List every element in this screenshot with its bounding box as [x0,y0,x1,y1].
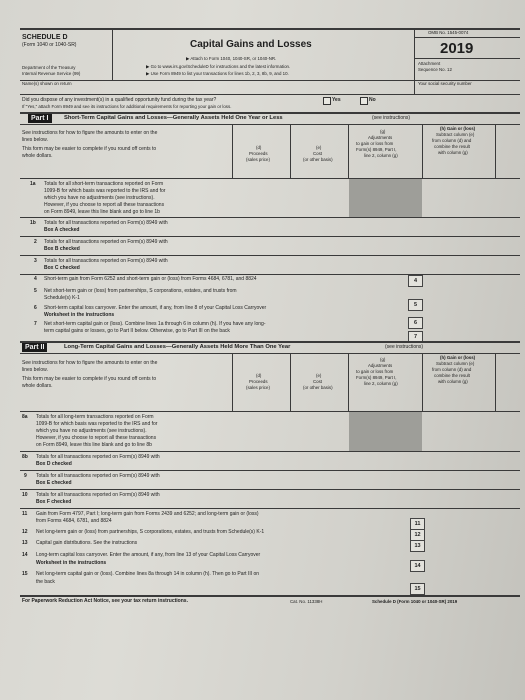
qof-no-label: No [369,97,376,103]
part1-title-note: (see instructions) [372,115,411,121]
line-8b-text: Totals for all transactions reported on Form(s) 8949 with [36,454,160,460]
form-title: Capital Gains and Losses [190,39,312,50]
line-1a-text: Totals for all short-term transactions reported on Form [44,181,164,187]
line-14-text: Long-term capital loss carryover. Enter the amount, if any, from line 13 of your Capital Loss Carryover [36,552,261,558]
line-13-amount-field[interactable] [425,540,497,550]
sequence-number: Sequence No. 12 [418,67,452,72]
line-8a-gain-field[interactable] [423,412,495,451]
schedule-name: SCHEDULE D [22,34,68,41]
line-1a-cost-field[interactable] [291,179,348,217]
line-14-amount-field[interactable] [425,560,497,570]
col-d-header-part2: (d) [256,373,262,378]
line-4-text: Short-term gain from Form 6252 and short-term gain or (loss) from Forms 4684, 6781, and 8824 [44,276,257,282]
qof-yes-label: Yes [332,97,341,103]
form-footer: Schedule D (Form 1040 or 1040-SR) 2019 [372,599,458,604]
line-8a-text: Totals for all long-term transactions reported on Form [36,414,154,420]
line-3-proceeds-field[interactable] [233,256,290,274]
part2-label: Part II [22,343,47,352]
line-15-text: Net long-term capital gain or (loss). Combine lines 8a through 14 in column (h). Then go to Part III on [36,571,260,577]
col-e-header-part2: (e) [316,373,322,378]
line-10-text: Totals for all transactions reported on Form(s) 8949 with [36,492,160,498]
line-15-amount-field[interactable] [425,583,497,593]
line-9-proceeds-field[interactable] [233,471,290,489]
col-g-header-part2: (g) [380,357,386,362]
line-2-text: Totals for all transactions reported on Form(s) 8949 with [44,239,168,245]
line-3-text: Totals for all transactions reported on Form(s) 8949 with [44,258,168,264]
attach-instruction: ▶ Attach to Form 1040, 1040-SR, or 1040-NR. [186,56,277,61]
line-6-text: Short-term capital loss carryover. Enter the amount, if any, from line 8 of your Capital Loss Carryover [44,305,267,311]
attachment-label: Attachment [418,61,441,66]
line-1a-proceeds-field[interactable] [233,179,290,217]
line-12-text: Net long-term gain or (loss) from partnerships, S corporations, estates, and trusts from Schedule(s) K-1 [36,529,265,535]
line-10-proceeds-field[interactable] [233,490,290,508]
qof-no-checkbox[interactable] [360,97,368,105]
paperwork-notice: For Paperwork Reduction Act Notice, see your tax return instructions. [22,598,188,604]
line-1b-text: Totals for all transactions reported on Form(s) 8949 with [44,220,168,226]
form-sheet: SCHEDULE D (Form 1040 or 1040-SR) Department of the Treasury Internal Revenue Service (99) Capital Gains and Losses ▶ Attach to Form 1040, 1040-SR, or 1040-NR. ▶ Go to www.irs.gov/ScheduleD for instructions and the latest information. ▶ Use Form 8949 to list your transactions for lines 1b, 2, 3, 8b, 9, and 10. OMB No. 1545-0074 2019 Attachment Sequence No. 12 Name(s) shown on return Your social security number Did you dispose of any investment(s) in a qualified opportunity fund during the tax year? Yes No If "Yes," attach Form 8949 and see its instructions for additional requirements for reporting your gain or loss. Part I Short-Term Capital Gains and Losses—Generally Assets Held One Year or Less (see instructions) See instructions for how to figure the amounts to enter on the lines below. This form may be easier to complete if you round off cents to whole dollars. (d) Proceeds (sales price) (e) Cost (or other basis) (g) Adjustments to gain or loss from Form(s) 8949, Part I, line 2, column (g) (h) Gain or (loss) Subtract column (e) from column (d) and combine the result with column (g) 1a Totals for all short-term transactions reported on Form 1099-B for which basis was reported to the IRS and for which you have no adjustments (see instructions). However, if you choose to report all these transactions on Form 8949, leave this line blank and go to line 1b 1b Totals for all transactions reported on Form(s) 8949 with Box A checked 2 Totals for all transactions reported on Form(s) 8949 with Box B checked 3 Totals for all transactions reported on Form(s) 8949 with Box C checked 4 Short-term gain from Form 6252 and short-term gain or (loss) from Forms 4684, 6781, and 8824 4 5 Net short-term gain or (loss) from partnerships, S corporations, estates, and trusts from Schedule(s) K-1 5 6 Short-term capital loss carryover. Enter the amount, if any, from line 8 of your Capital Loss Carryover Worksheet in the instructions 6 7 Net short-term capital gain or (loss). Combine lines 1a through 6 in column (h). If you have any long- term capital gains or losses, go to Part II below. Otherwise, go to Part III on the back 7 Part II Long-Term Capital Gains and Losses—Generally Assets Held More Than One Year (see instructions) See instructions for how to figure the amounts to enter on the lines below. This form may be easier to complete if you round off cents to whole dollars. (d) Proceeds (sales price) (e) Cost (or other basis) (g) Adjustments to gain or loss from Form(s) 8949, Part I, line 2, column (g) (h) Gain or (loss) Subtract column (e) from column (d) and combine the result with column (g) 8a Totals for all long-term transactions reported on Form 1099-B for which basis was reported to the IRS and for which you have no adjustments (see instructions). However, if you choose to report all these transactions on Form 8949, leave this line blank and go to line 8b 8b Totals for all transactions reported on Form(s) 8949 with Box D checked 9 Totals for all transactions reported on Form(s) 8949 with Box E checked 10 Totals for all transactions reported on Form(s) 8949 with Box F checked 11 Gain from Form 4797, Part I; long-term gain from Forms 2439 and 6252; and long-term gain or (loss) from Forms 4684, 6781, and 8824 11 12 Net long-term gain or (loss) from partnerships, S corporations, estates, and trusts from Schedule(s) K-1 12 13 Capital gain distributions. See the instructions 13 14 Long-term capital loss carryover. Enter the amount, if any, from line 13 of your Capital Loss Carryover Worksheet in the instructions 14 15 Net long-term capital gain or (loss). Combine lines 8a through 14 in column (h). Then go to Part III on the back 15 For Paperwork Reduction Act Notice, see your tax return instructions. Cat. No. 11338H Schedule D (Form 1040 or 1040-SR) 2019 [0,0,525,700]
line-11-amount-field[interactable] [425,518,497,528]
line-2-proceeds-field[interactable] [233,237,290,255]
line-8a-proceeds-field[interactable] [233,412,290,451]
qof-note: If "Yes," attach Form 8949 and see its instructions for additional requirements for reporting your gain or loss. [22,104,232,109]
irs-line: Internal Revenue Service (99) [22,71,81,76]
line-4-amount-field[interactable] [423,275,495,285]
line-number: 1a [30,181,36,187]
part2-instructions: See instructions for how to figure the amounts to enter on the [22,360,158,366]
ssn-label: Your social security number [418,81,472,86]
omb-number: OMB No. 1545-0074 [428,30,469,35]
tax-year: 2019 [440,40,474,57]
line-1b-proceeds-field[interactable] [233,218,290,236]
col-d-header: (d) [256,145,262,150]
line-7-amount-field[interactable] [423,331,495,341]
catalog-number: Cat. No. 11338H [290,599,323,604]
shaded-cell [349,179,422,217]
line-7-text: Net short-term capital gain or (loss). Combine lines 1a through 6 in column (h). If you have any long- [44,321,266,327]
shaded-cell [349,412,422,451]
qof-question: Did you dispose of any investment(s) in a qualified opportunity fund during the tax year? [22,97,217,103]
col-g-header: (g) [380,129,386,134]
line-11-text: Gain from Form 4797, Part I; long-term gain from Forms 2439 and 6252; and long-term gain or (loss) [36,511,259,517]
form-8949-instruction: ▶ Use Form 8949 to list your transactions for lines 1b, 2, 3, 8b, 9, and 10. [146,71,289,76]
line-8b-proceeds-field[interactable] [233,452,290,470]
qof-yes-checkbox[interactable] [323,97,331,105]
line-9-text: Totals for all transactions reported on Form(s) 8949 with [36,473,160,479]
line-12-amount-field[interactable] [425,529,497,539]
line-1a-gain-field[interactable] [423,179,495,217]
col-h-header: (h) Gain or (loss) [440,126,476,131]
part2-title-note: (see instructions) [385,344,424,350]
line-13-text: Capital gain distributions. See the instructions [36,540,138,546]
part1-label: Part I [28,114,52,123]
goto-instruction: ▶ Go to www.irs.gov/ScheduleD for instructions and the latest information. [146,64,291,69]
line-5-text: Net short-term gain or (loss) from partnerships, S corporations, estates, and trusts from [44,288,237,294]
line-5-amount-field[interactable] [423,299,495,309]
line-6-amount-field[interactable] [423,317,495,327]
names-label: Name(s) shown on return [22,81,72,86]
part2-title: Long-Term Capital Gains and Losses—Generally Assets Held More Than One Year [64,344,291,350]
line-1b-adjustment-field[interactable] [349,218,422,236]
col-e-header: (e) [316,145,322,150]
part1-instructions: See instructions for how to figure the amounts to enter on the [22,130,158,136]
col-h-header-part2: (h) Gain or (loss) [440,355,476,360]
form-reference: (Form 1040 or 1040-SR) [22,42,77,48]
department-line: Department of the Treasury [22,65,76,70]
part1-title: Short-Term Capital Gains and Losses—Generally Assets Held One Year or Less [64,115,283,121]
